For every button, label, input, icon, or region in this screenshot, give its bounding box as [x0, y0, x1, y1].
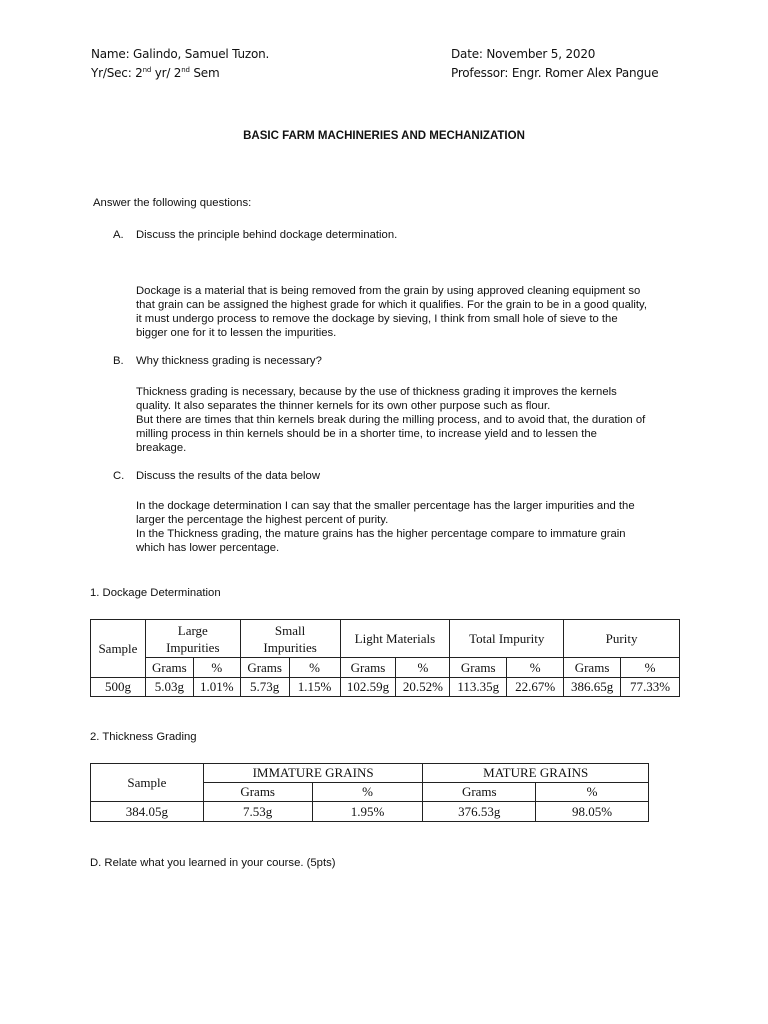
question-c-marker: C. [113, 470, 125, 482]
cell-large-grams: 5.03g [145, 678, 193, 697]
group-mature-grains: MATURE GRAINS [423, 764, 649, 783]
table-row [91, 678, 680, 697]
question-d: D. Relate what you learned in your course. (5pts) [90, 857, 336, 869]
instruction: Answer the following questions: [93, 197, 252, 209]
answer-a: Dockage is a material that is being removed from the grain by using approved cleaning equipment so that grain can be assigned the highest grade for which it qualifies. For the grain to be in a good quality, it must undergo process to remove the dockage by sieving, I think from small hole of sieve to the bigger one for it to lessen the impurities. [136, 285, 647, 339]
sub-pct: % [507, 658, 564, 678]
group-small-impurities: Small Impurities [240, 620, 340, 658]
sub-pct: % [621, 658, 680, 678]
cell-total-grams: 113.35g [450, 678, 507, 697]
cell-total-pct: 22.67% [507, 678, 564, 697]
cell-immature-grams: 7.53g [203, 802, 312, 822]
date: Date: November 5, 2020 [451, 47, 596, 61]
cell-immature-pct: 1.95% [312, 802, 423, 822]
answer-c: In the dockage determination I can say that the smaller percentage has the larger impurities and the larger the percentage the highest percent of purity. In the Thickness grading, the mature grains has the higher percentage compare to immature grain which has lower percentage. [136, 500, 635, 554]
sub-grams: Grams [203, 783, 312, 802]
sample-header: Sample [91, 764, 204, 802]
sub-pct: % [193, 658, 240, 678]
cell-purity-grams: 386.65g [564, 678, 621, 697]
thickness-table [90, 763, 649, 822]
cell-mature-grams: 376.53g [423, 802, 536, 822]
sub-pct: % [396, 658, 450, 678]
thickness-heading: 2. Thickness Grading [90, 731, 197, 743]
dockage-heading: 1. Dockage Determination [90, 587, 221, 599]
question-b: Why thickness grading is necessary? [136, 355, 322, 367]
sub-pct: % [312, 783, 423, 802]
answer-b: Thickness grading is necessary, because by the use of thickness grading it improves the kernels quality. It also separates the thinner kernels for its own other purpose such as flour. But there are times that thin kernels break during the milling process, and to avoid that, the duration of milling process in thin kernels should be in a shorter time, to increase yield and to lessen the breakage. [136, 386, 646, 454]
sub-grams: Grams [450, 658, 507, 678]
dockage-table [90, 619, 680, 697]
cell-light-grams: 102.59g [340, 678, 396, 697]
sub-pct: % [289, 658, 340, 678]
group-total-impurity: Total Impurity [450, 620, 564, 658]
sub-pct: % [536, 783, 649, 802]
professor: Professor: Engr. Romer Alex Pangue [451, 66, 659, 80]
question-a-marker: A. [113, 229, 124, 241]
sample-header: Sample [91, 620, 146, 678]
cell-small-grams: 5.73g [240, 678, 289, 697]
year-section: Yr/Sec: 2nd yr/ 2nd Sem [91, 66, 220, 80]
sub-grams: Grams [240, 658, 289, 678]
cell-sample: 384.05g [91, 802, 204, 822]
sub-grams: Grams [145, 658, 193, 678]
cell-small-pct: 1.15% [289, 678, 340, 697]
group-large-impurities: Large Impurities [145, 620, 240, 658]
group-purity: Purity [564, 620, 680, 658]
sub-grams: Grams [340, 658, 396, 678]
question-c: Discuss the results of the data below [136, 470, 320, 482]
student-name: Name: Galindo, Samuel Tuzon. [91, 47, 270, 61]
cell-light-pct: 20.52% [396, 678, 450, 697]
table-row [91, 802, 649, 822]
group-immature-grains: IMMATURE GRAINS [203, 764, 423, 783]
sub-grams: Grams [564, 658, 621, 678]
document-title: BASIC FARM MACHINERIES AND MECHANIZATION [243, 130, 525, 142]
cell-mature-pct: 98.05% [536, 802, 649, 822]
question-a: Discuss the principle behind dockage determination. [136, 229, 398, 241]
cell-sample: 500g [91, 678, 146, 697]
cell-purity-pct: 77.33% [621, 678, 680, 697]
group-light-materials: Light Materials [340, 620, 450, 658]
cell-large-pct: 1.01% [193, 678, 240, 697]
sub-grams: Grams [423, 783, 536, 802]
question-b-marker: B. [113, 355, 124, 367]
